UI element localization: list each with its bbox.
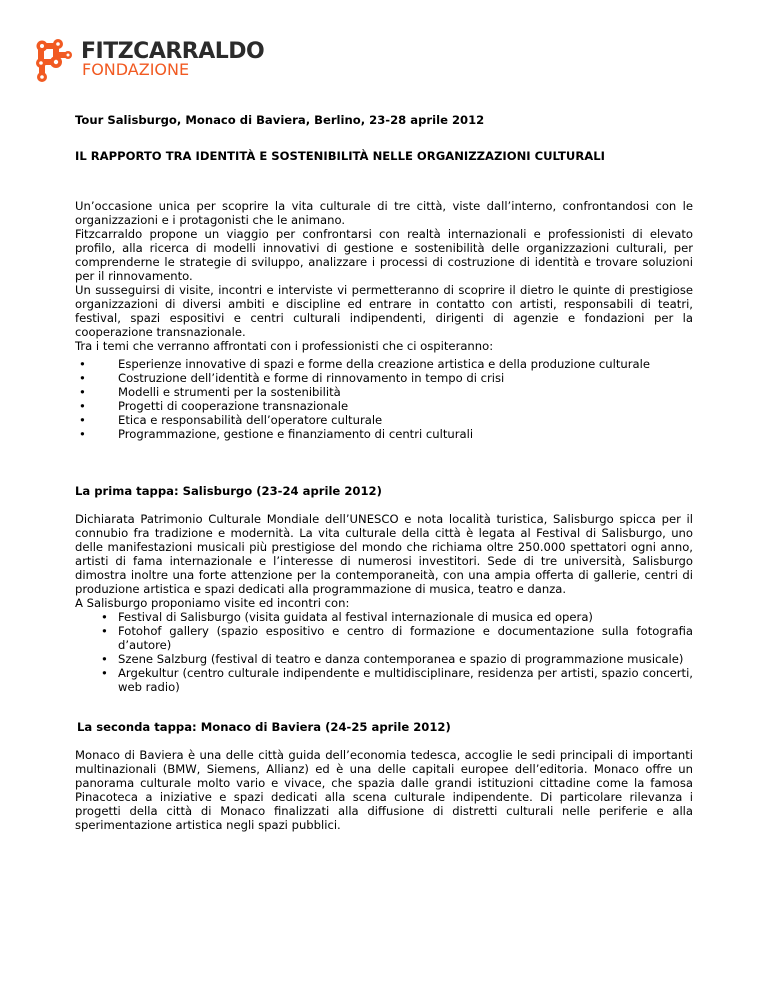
themes-list [75,357,693,441]
list-item: • Modelli e strumenti per la sostenibilità [75,385,693,399]
list-item: • Costruzione dell’identità e forme di rinnovamento in tempo di crisi [75,371,693,385]
visits-list [75,610,693,694]
logo-name: FITZCARRALDO [81,39,265,64]
list-item: • Programmazione, gestione e finanziamento di centri culturali [75,427,693,441]
document-body [75,113,693,832]
intro-paragraph: Un’occasione unica per scoprire la vita culturale di tre città, viste dall’interno, confrontandosi con le organizzazioni e i protagonisti che le animano. [75,199,693,227]
list-item: • Fotohof gallery (spazio espositivo e centro di formazione e documentazione sulla fotografia d’autore) [75,624,693,652]
intro-paragraph: Un susseguirsi di visite, incontri e interviste vi permetteranno di scoprire il dietro le quinte di prestigiose organizzazioni di diversi ambiti e discipline ed entrare in contatto con artisti, responsabili di teatri, festival, spazi espositivi e centri culturali indipendenti, dirigenti di agenzie e fondazioni per la cooperazione transnazionale. [75,283,693,339]
section-body-salisburgo: Dichiarata Patrimonio Culturale Mondiale dell’UNESCO e nota località turistica, Salisburgo spicca per il connubio fra tradizione e modernità. La vita culturale della città è legata al Festival di Salisburgo, uno delle manifestazioni musicali più prestigiose del mondo che richiama oltre 250.000 spettatori ogni anno, artisti di fama internazionale e l’interesse di numerosi investitori. Sede di tre università, Salisburgo dimostra inoltre una forte attenzione per la contemporaneità, con una ampia offerta di gallerie, centri di produzione artistica e spazi dedicati alla programmazione di musica, teatro e danza. [75,512,693,596]
fitzcarraldo-logo-mark-icon [34,37,76,83]
list-item: • Festival di Salisburgo (visita guidata al festival internazionale di musica ed opera) [75,610,693,624]
list-item: • Progetti di cooperazione transnazionale [75,399,693,413]
section-heading-salisburgo: La prima tappa: Salisburgo (23-24 aprile 2012) [75,484,382,498]
section-heading-monaco: La seconda tappa: Monaco di Baviera (24-25 aprile 2012) [77,720,451,734]
intro-paragraph: Fitzcarraldo propone un viaggio per confrontarsi con realtà internazionali e professionisti di elevato profilo, alla ricerca di modelli innovativi di gestione e sostenibilità delle organizzazioni culturali, per comprenderne le strategie di sviluppo, analizzare i processi di costruzione di identità e trovare soluzioni per il rinnovamento. [75,227,693,283]
themes-intro: Tra i temi che verranno affrontati con i professionisti che ci ospiteranno: [75,339,494,353]
logo-subtitle: FONDAZIONE [82,60,190,79]
document-subtitle: IL RAPPORTO TRA IDENTITÀ E SOSTENIBILITÀ NELLE ORGANIZZAZIONI CULTURALI [75,149,605,163]
list-item: • Esperienze innovative di spazi e forme della creazione artistica e della produzione culturale [75,357,693,371]
section-body-monaco: Monaco di Baviera è una delle città guida dell’economia tedesca, accoglie le sedi principali di importanti multinazionali (BMW, Siemens, Allianz) ed è una delle capitali europee dell’editoria. Monaco offre un panorama culturale molto vario e vivace, che spazia dalle grandi istituzioni cittadine come la famosa Pinacoteca a iniziative e spazi dedicati alla scena culturale indipendente. Di particolare rilevanza i progetti della città di Monaco finalizzati alla diffusione di distretti culturali nelle periferie e alla sperimentazione artistica negli spazi pubblici. [75,748,693,832]
list-item: • Szene Salzburg (festival di teatro e danza contemporanea e spazio di programmazione musicale) [75,652,693,666]
document-title: Tour Salisburgo, Monaco di Baviera, Berlino, 23-28 aprile 2012 [75,113,485,127]
list-item: • Etica e responsabilità dell’operatore culturale [75,413,693,427]
visits-intro: A Salisburgo proponiamo visite ed incontri con: [75,596,350,610]
list-item: • Argekultur (centro culturale indipendente e multidisciplinare, residenza per artisti, spazio concerti, web radio) [75,666,693,694]
